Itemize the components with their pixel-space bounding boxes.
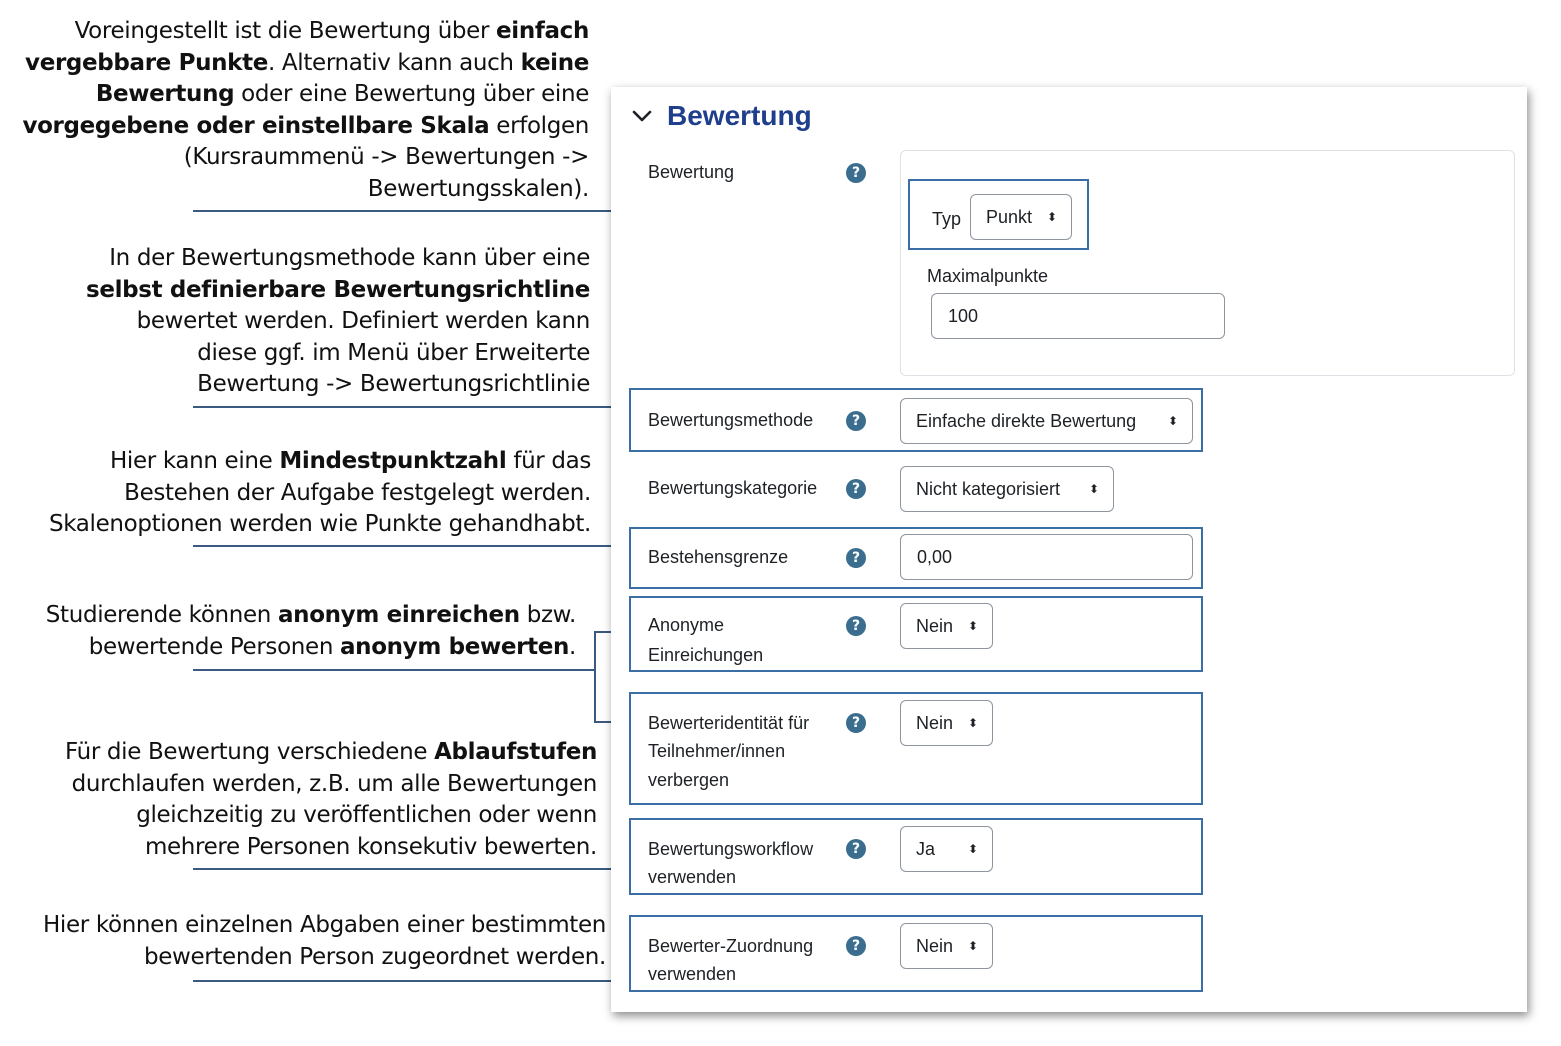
anonym-select[interactable] <box>900 603 993 649</box>
annotation-text: Bestehen der Aufgabe festgelegt werden. <box>124 479 591 506</box>
identitaet-select-value: Nein <box>916 713 954 733</box>
workflow-label-line2: verwenden <box>648 867 737 887</box>
select-caret-icon: ⬍ <box>1088 482 1099 496</box>
annotation-line <box>0 446 591 478</box>
annotation-text: durchlaufen werden, z.B. um alle Bewertungen <box>71 770 597 797</box>
identitaet-label-line1: Bewerteridentität für <box>648 713 810 733</box>
annotation-text: bzw. <box>519 602 576 628</box>
connector-line <box>193 669 595 671</box>
maxpunkte-input[interactable]: 100 <box>931 293 1225 339</box>
select-caret-icon: ⬍ <box>967 842 978 856</box>
annotation-text: gleichzeitig zu veröffentlichen oder wenn <box>136 802 597 828</box>
workflow-select[interactable] <box>900 826 993 872</box>
annotation-text: Hier können einzelnen Abgaben einer bestimmten <box>42 912 606 938</box>
annotation-line <box>0 832 597 864</box>
methode-select-value: Einfache direkte Bewertung <box>916 411 1137 431</box>
annotation-text: erfolgen <box>489 112 589 139</box>
annotation-text: Bewertungsskalen). <box>367 175 589 202</box>
annotation-bold-text: anonym einreichen <box>278 602 520 628</box>
bewertung-label: Bewertung <box>648 162 735 182</box>
annotation-line <box>0 174 589 206</box>
workflow-select-value: Ja <box>916 839 936 859</box>
anonym-select-value: Nein <box>916 616 954 636</box>
help-icon[interactable]: ? <box>846 839 866 859</box>
annotation-text: In der Bewertungsmethode kann über eine <box>109 245 590 271</box>
help-icon[interactable]: ? <box>846 713 866 733</box>
annotation-text: Für die Bewertung verschiedene <box>65 739 435 765</box>
annotation-bold-text: Bewertung <box>95 81 235 107</box>
annotation-line <box>0 275 590 307</box>
zuordnung-label-line1: Bewerter-Zuordnung <box>648 936 814 956</box>
help-icon[interactable]: ? <box>846 479 866 499</box>
annotation-text: Skalenoptionen werden wie Punkte gehandhabt. <box>48 511 591 537</box>
bestehen-label: Bestehensgrenze <box>648 547 789 567</box>
annotation-line <box>0 111 589 143</box>
help-icon[interactable]: ? <box>846 616 866 636</box>
annotation-text: bewertet werden. Definiert werden kann <box>136 308 590 334</box>
annotation-line <box>0 478 591 510</box>
kategorie-label: Bewertungskategorie <box>648 478 818 498</box>
annotation-line <box>0 369 590 401</box>
annotation-text: diese ggf. im Menü über Erweiterte <box>197 339 590 366</box>
annotation-line <box>0 910 606 942</box>
anonym-label-line2: Einreichungen <box>648 645 764 665</box>
help-icon[interactable]: ? <box>846 548 866 568</box>
annotation-line <box>0 142 589 174</box>
annotation-text: Studierende können <box>45 602 278 628</box>
annotation-bestehensgrenze <box>0 446 591 541</box>
methode-select[interactable] <box>900 398 1193 444</box>
select-caret-icon: ⬍ <box>1046 210 1057 224</box>
annotation-bold-text: Mindestpunktzahl <box>279 448 507 474</box>
annotation-bewertung <box>0 16 589 205</box>
connector-line <box>594 631 596 722</box>
bestehen-input[interactable]: 0,00 <box>900 534 1193 580</box>
annotation-line <box>0 632 576 664</box>
kategorie-select-value: Nicht kategorisiert <box>916 479 1061 499</box>
annotation-text: Hier kann eine <box>109 448 280 474</box>
annotation-text: für das <box>506 448 591 474</box>
maxpunkte-label: Maximalpunkte <box>927 266 1049 286</box>
zuordnung-select-value: Nein <box>916 936 954 956</box>
help-icon[interactable]: ? <box>846 936 866 956</box>
annotation-line <box>0 48 589 80</box>
annotation-bold-text: vorgegebene oder einstellbare Skala <box>22 112 490 139</box>
typ-select-value: Punkt <box>986 207 1033 227</box>
annotation-bold-text: anonym bewerten <box>340 633 570 660</box>
identitaet-select[interactable] <box>900 700 993 746</box>
annotation-text: (Kursraummenü -> Bewertungen -> <box>183 144 589 170</box>
typ-label: Typ <box>932 209 962 229</box>
annotation-bold-text: selbst definierbare Bewertungsrichtline <box>86 276 590 303</box>
annotation-line <box>0 509 591 541</box>
annotation-text: . Alternativ kann auch <box>268 49 521 76</box>
annotation-text: Bewertung -> Bewertungsrichtlinie <box>197 371 590 397</box>
annotation-bold-text: Ablaufstufen <box>434 739 597 765</box>
select-caret-icon: ⬍ <box>967 619 978 633</box>
identitaet-label-line2: Teilnehmer/innen <box>648 741 786 761</box>
select-caret-icon: ⬍ <box>1167 414 1178 428</box>
select-caret-icon: ⬍ <box>967 716 978 730</box>
anonym-label-line1: Anonyme <box>648 615 725 635</box>
annotation-text: . <box>569 633 576 660</box>
annotation-line <box>0 243 590 275</box>
connector-line <box>193 406 630 408</box>
methode-label: Bewertungsmethode <box>648 410 814 430</box>
annotation-text: bewertenden Person zugeordnet werden. <box>143 943 606 970</box>
annotation-bold-text: einfach <box>496 18 589 44</box>
workflow-label-line1: Bewertungsworkflow <box>648 839 814 859</box>
annotation-line <box>0 769 597 801</box>
connector-line <box>193 545 630 547</box>
highlight-frame <box>908 179 1089 250</box>
annotation-zuordnung <box>0 910 606 973</box>
annotation-text: Voreingestellt ist die Bewertung über <box>74 18 497 44</box>
kategorie-select[interactable] <box>900 466 1114 512</box>
annotation-line <box>0 600 576 632</box>
annotation-text: bewertende Personen <box>88 633 341 660</box>
section-title[interactable]: Bewertung <box>667 100 812 131</box>
annotation-line <box>0 16 589 48</box>
annotation-line <box>0 338 590 370</box>
zuordnung-select[interactable] <box>900 923 993 969</box>
annotation-line <box>0 79 589 111</box>
connector-line <box>193 868 630 870</box>
annotation-workflow <box>0 737 597 863</box>
annotation-line <box>0 800 597 832</box>
annotation-line <box>0 737 597 769</box>
zuordnung-label-line2: verwenden <box>648 964 737 984</box>
annotation-text: mehrere Personen konsekutiv bewerten. <box>144 833 597 860</box>
help-icon[interactable]: ? <box>846 163 866 183</box>
annotation-anonym <box>0 600 576 663</box>
annotation-bewertungsmethode <box>0 243 590 401</box>
annotation-line <box>0 942 606 974</box>
annotation-bold-text: keine <box>520 49 589 76</box>
help-icon[interactable]: ? <box>846 411 866 431</box>
annotation-bold-text: vergebbare Punkte <box>25 49 268 76</box>
connector-line <box>193 980 630 982</box>
annotation-line <box>0 306 590 338</box>
chevron-down-icon[interactable] <box>630 104 654 128</box>
select-caret-icon: ⬍ <box>967 939 978 953</box>
identitaet-label-line3: verbergen <box>648 770 730 790</box>
annotation-text: oder eine Bewertung über eine <box>234 81 589 107</box>
